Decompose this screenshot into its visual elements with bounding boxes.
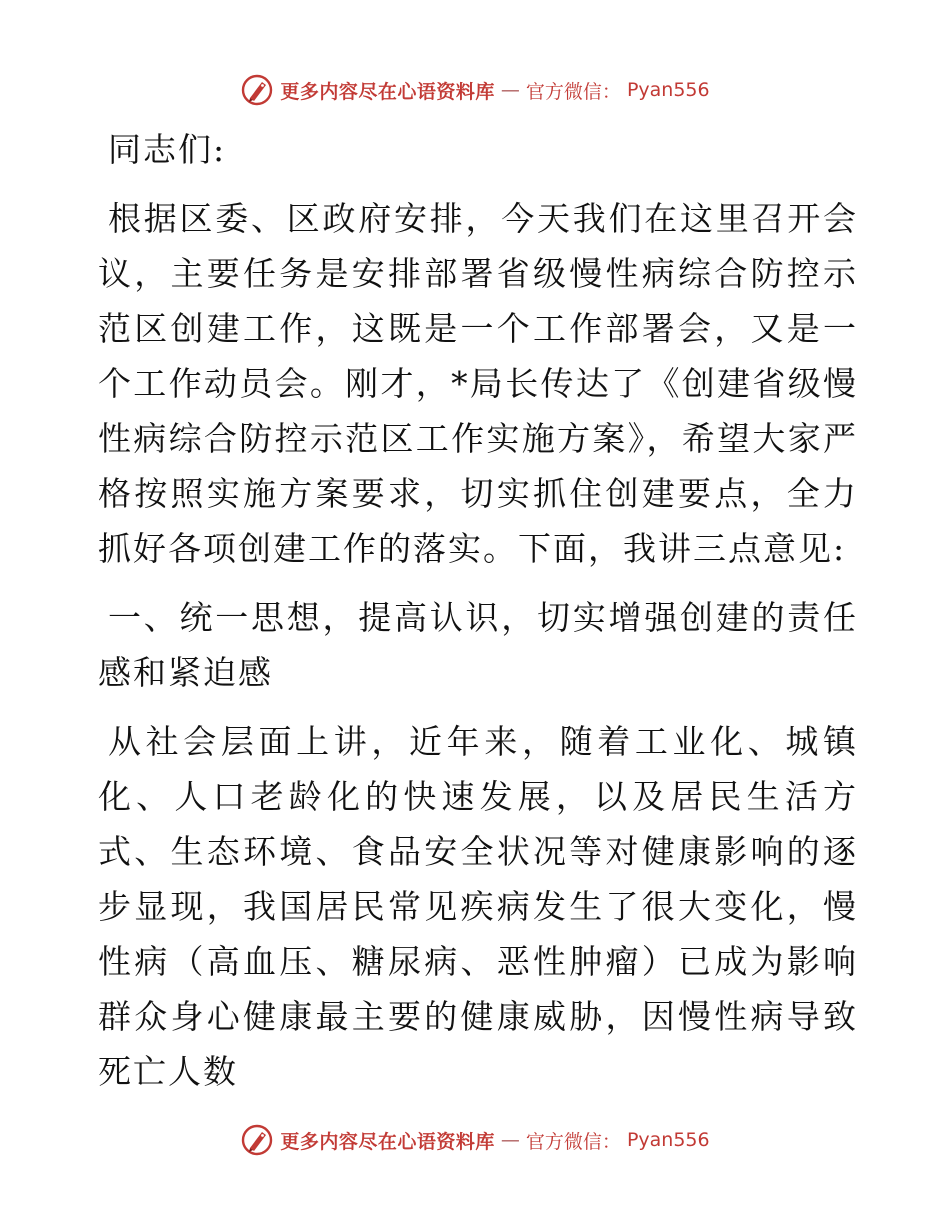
salutation: 同志们:: [108, 130, 227, 169]
wechat-id-footer: Pyan556: [626, 1129, 710, 1151]
brand-banner-footer: [240, 1123, 709, 1157]
section-heading-1: 一、统一思想，提高认识，切实增强创建的责任感和紧迫感: [98, 598, 858, 692]
brand-text: 更多内容尽在心语资料库: [280, 80, 495, 103]
brand-separator: —: [500, 79, 520, 101]
page-header-watermark: [0, 70, 950, 110]
page-footer-watermark: [0, 1120, 950, 1160]
brand-banner: [240, 73, 709, 107]
pen-nib-circle-icon: [240, 1123, 274, 1157]
pen-nib-circle-icon: [240, 73, 274, 107]
brand-separator-footer: —: [500, 1129, 520, 1151]
brand-text-footer: 更多内容尽在心语资料库: [280, 1130, 495, 1153]
paragraph-social-context: 从社会层面上讲，近年来，随着工业化、城镇化、人口老龄化的快速发展，以及居民生活方式、生态环境、食品安全状况等对健康影响的逐步显现，我国居民常见疾病发生了很大变化，慢性病（高血压、糖尿病、恶性肿瘤）已成为影响群众身心健康最主要的健康威胁，因慢性病导致死亡人数: [98, 722, 858, 1091]
wechat-id: Pyan556: [626, 79, 710, 101]
paragraph-intro: 根据区委、区政府安排，今天我们在这里召开会议，主要任务是安排部署省级慢性病综合防控示范区创建工作，这既是一个工作部署会，又是一个工作动员会。刚才，*局长传达了《创建省级慢性病综合防控示范区工作实施方案》，希望大家严格按照实施方案要求，切实抓住创建要点，全力抓好各项创建工作的落实。下面，我讲三点意见:: [98, 199, 858, 568]
wechat-label-footer: 官方微信：: [525, 1130, 621, 1153]
wechat-label: 官方微信：: [525, 80, 621, 103]
document-body: [98, 122, 858, 1113]
